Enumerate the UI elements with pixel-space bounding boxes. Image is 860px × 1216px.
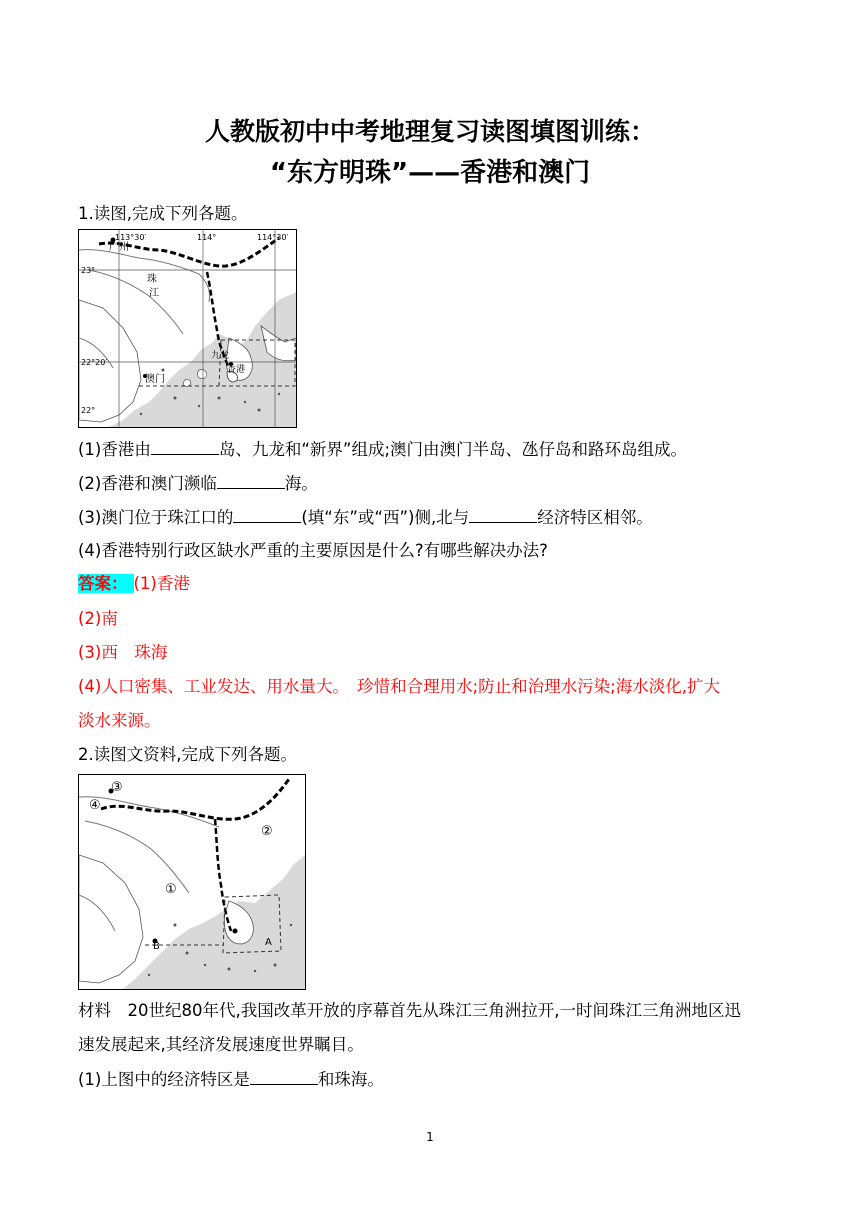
lat-label-3: 22° — [81, 406, 96, 415]
q1-answer-row — [78, 573, 190, 595]
q1-s3-blank-2[interactable] — [469, 506, 537, 523]
q1-map — [78, 229, 297, 428]
q1-s3-blank-1[interactable] — [233, 506, 301, 523]
q2-s1-blank[interactable] — [250, 1068, 318, 1085]
q2-s1-a: (1)上图中的经济特区是 — [78, 1070, 250, 1089]
q1-s4: (4)香港特别行政区缺水严重的主要原因是什么?有哪些解决办法? — [78, 541, 548, 560]
place-hongkong: 香港 — [227, 365, 246, 375]
q1-s2-a: (2)香港和澳门濒临 — [78, 474, 217, 493]
q1-s1 — [78, 438, 687, 461]
answer-4-line-2: 淡水来源。 — [78, 711, 161, 730]
q1-s2-b: 海。 — [284, 474, 318, 493]
q1-s3-a: (3)澳门位于珠江口的 — [78, 508, 234, 527]
marker-b: B — [153, 941, 160, 952]
lon-label-2: 114° — [197, 233, 217, 242]
q1-s1-a: (1)香港由 — [78, 440, 151, 459]
q1-s2-blank[interactable] — [217, 472, 285, 489]
lat-label-2: 22°20′ — [81, 358, 108, 367]
q1-s3-b: (填“东”或“西”)侧,北与 — [301, 508, 470, 527]
lon-label-3: 114°30′ — [257, 233, 289, 242]
answer-label: 答案： — [78, 574, 134, 593]
answer-1: (1)香港 — [133, 574, 190, 593]
q1-s1-b: 岛、九龙和“新界”组成;澳门由澳门半岛、氹仔岛和路环岛组成。 — [218, 440, 688, 459]
marker-4: ④ — [89, 798, 101, 813]
place-jiang: 江 — [149, 288, 159, 299]
q1-heading: 1.读图,完成下列各题。 — [78, 204, 248, 223]
q2-s1 — [78, 1068, 384, 1091]
q1-s1-blank[interactable] — [151, 438, 219, 455]
q1-s3-c: 经济特区相邻。 — [537, 508, 653, 527]
q2-s1-b: 和珠海。 — [317, 1070, 384, 1089]
title-line-1: 人教版初中中考地理复习读图填图训练： — [204, 117, 655, 146]
place-guangzhou: 广州 — [109, 242, 129, 253]
marker-3: ③ — [111, 780, 123, 795]
marker-1: ① — [165, 882, 177, 897]
q1-s3 — [78, 506, 653, 529]
place-zhu: 珠 — [147, 274, 157, 285]
answer-4-line-1: (4)人口密集、工业发达、用水量大。 珍惜和合理用水;防止和治理水污染;海水淡化,扩大 — [78, 677, 720, 696]
q2-heading: 2.读图文资料,完成下列各题。 — [78, 745, 297, 764]
marker-a: A — [265, 937, 272, 948]
place-macau: 澳门 — [145, 374, 165, 385]
q1-map-graphic — [79, 230, 296, 427]
q1-s2 — [78, 472, 318, 495]
lon-label-1: 113°30′ — [115, 233, 147, 242]
q2-material-line-1: 材料 20世纪80年代,我国改革开放的序幕首先从珠江三角洲拉开,一时间珠江三角洲地区迅 — [78, 1001, 741, 1020]
page-number: 1 — [426, 1130, 434, 1144]
lat-label-1: 23° — [81, 266, 96, 275]
title-line-2: “东方明珠”——香港和澳门 — [269, 158, 591, 188]
q2-material-line-2: 速发展起来,其经济发展速度世界瞩目。 — [78, 1035, 364, 1054]
place-kowloon: 九龙 — [211, 351, 230, 361]
q2-map — [78, 774, 306, 990]
marker-2: ② — [261, 824, 273, 839]
answer-3: (3)西 珠海 — [78, 643, 168, 662]
q2-map-graphic — [79, 775, 305, 989]
answer-2: (2)南 — [78, 609, 118, 628]
